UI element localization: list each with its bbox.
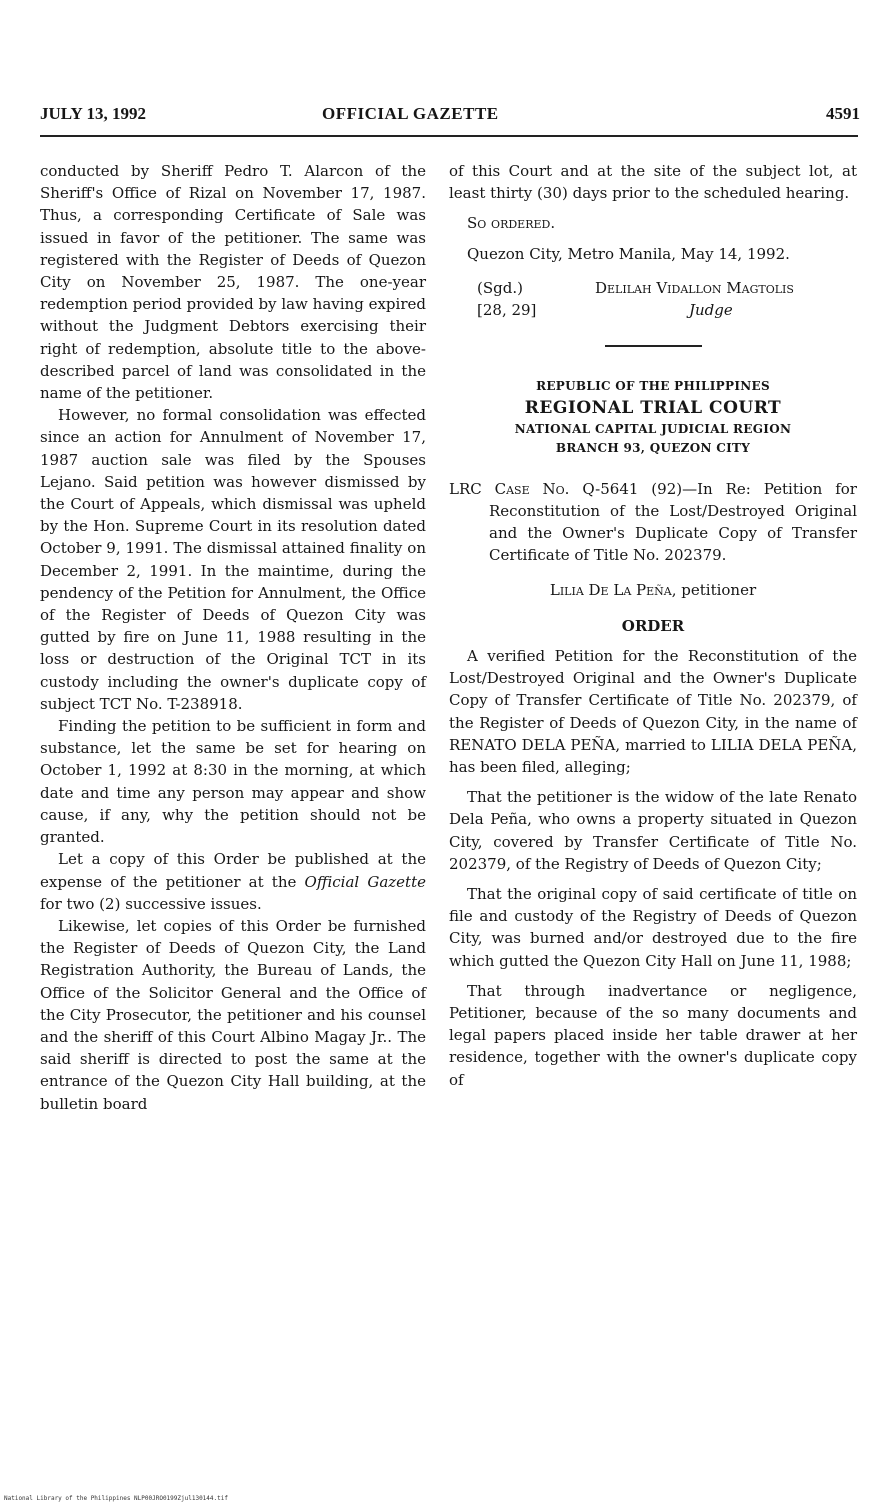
publish-order-text-end: for two (2) successive issues. bbox=[40, 894, 262, 913]
signature-block bbox=[449, 277, 857, 321]
heading-republic: REPUBLIC OF THE PHILIPPINES bbox=[536, 378, 770, 393]
order-paragraph-4: That through inadvertance or negligence, Petitioner, because of the so many documents and legal papers placed inside her table drawer at her residence, together with the owner's duplicate copy of bbox=[449, 981, 857, 1089]
order-paragraph-2: That the petitioner is the widow of the late Renato Dela Peña, who owns a property situated in Quezon City, covered by Transfer Certificate of Title No. 202379, of the Registry of Deeds of Quezon City; bbox=[449, 788, 857, 873]
left-paragraph-1: conducted by Sheriff Pedro T. Alarcon of the Sheriff's Office of Rizal on November 17, 1987. Thus, a corresponding Certificate of Sale was issued in favor of the petitioner. The same was registered with the Register of Deeds of Quezon City on November 25, 1987. The one-year redemption period provided by law having expired without the Judgment Debtors exercising their right of redemption, absolute title to the above-described parcel of land was consolidated in the name of the petitioner. bbox=[40, 162, 426, 403]
petitioner-role: petitioner bbox=[681, 580, 757, 599]
left-paragraph-4 bbox=[40, 848, 426, 915]
section-divider bbox=[605, 345, 702, 347]
order-paragraph-1: A verified Petition for the Reconstitution of the Lost/Destroyed Original and the Owner's Duplicate Copy of Transfer Certificate of Title No. 202379, of the Register of Deeds of Quezon City, in the name of RENATO DELA PEÑA, married to LILIA DELA PEÑA, has been filed, alleging; bbox=[449, 647, 857, 777]
left-paragraph-2: However, no formal consolidation was effected since an action for Annulment of November 17, 1987 auction sale was filed by the Spouses Lejano. Said petition was however dismissed by the Court of Appeals, which dismissal was upheld by the Hon. Supreme Court in its resolution dated October 9, 1991. The dismissal attained finality on December 2, 1991. In the maintime, during the pendency of the Petition for Annulment, the Office of the Register of Deeds of Quezon City was gutted by fire on June 11, 1988 resulting in the loss or destruction of the Original TCT in its custody including the owner's duplicate copy of subject TCT No. T-238918. bbox=[40, 406, 426, 713]
sgd-label: (Sgd.) bbox=[477, 278, 523, 297]
header-rule bbox=[40, 135, 858, 137]
petitioner-name: Lilia De La Peña, bbox=[549, 580, 677, 599]
right-column bbox=[449, 160, 857, 1305]
left-paragraph-5: Likewise, let copies of this Order be furnished the Register of Deeds of Quezon City, the Land Registration Authority, the Bureau of Lands, the Office of the Solicitor General and the Office of the City Prosecutor, the petitioner and his counsel and the sheriff of this Court Albino Magay Jr.. The said sheriff is directed to post the same at the entrance of the Quezon City Hall building, at the bulletin board bbox=[40, 916, 426, 1113]
publish-order-text: Let a copy of this Order be published at the expense of the petitioner at the bbox=[40, 850, 426, 891]
header-date: JULY 13, 1992 bbox=[40, 104, 146, 123]
petitioner-line bbox=[449, 579, 857, 601]
judge-title: Judge bbox=[689, 300, 733, 319]
right-intro-paragraph: of this Court and at the site of the subject lot, at least thirty (30) days prior to the scheduled hearing. bbox=[449, 162, 857, 203]
left-column bbox=[40, 160, 426, 1272]
case-caption bbox=[449, 478, 857, 567]
place-date: Quezon City, Metro Manila, May 14, 1992. bbox=[467, 244, 790, 263]
court-heading bbox=[449, 377, 857, 458]
left-paragraph-3: Finding the petition to be sufficient in form and substance, let the same be set for hearing on October 1, 1992 at 8:30 in the morning, at which date and time any person may appear and show cause, if any, why the petition should not be granted. bbox=[40, 717, 426, 847]
order-title: ORDER bbox=[621, 616, 685, 635]
heading-region: NATIONAL CAPITAL JUDICIAL REGION bbox=[514, 421, 792, 436]
judge-name: Delilah Vidallon Magtolis bbox=[595, 278, 794, 297]
header-publication-title: OFFICIAL GAZETTE bbox=[322, 104, 499, 123]
heading-court: REGIONAL TRIAL COURT bbox=[524, 397, 782, 418]
issue-refs: [28, 29] bbox=[477, 300, 537, 319]
case-text: —In Re: Petition for Reconstitution of the Lost/Destroyed Original and the Owner's Duplicate Copy of Transfer Certificate of Title No. 202379. bbox=[489, 479, 857, 565]
scan-footer: National Library of the Philippines NLP00JRO0199Zjul130144.tif bbox=[4, 1495, 228, 1502]
official-gazette-italic: Official Gazette bbox=[304, 872, 426, 891]
order-paragraph-3: That the original copy of said certificate of title on file and custody of the Registry of Deeds of Quezon City, was burned and/or destroyed due to the fire which gutted the Quezon City Hall on June 11, 1988; bbox=[449, 885, 857, 970]
header-page-number: 4591 bbox=[826, 104, 860, 123]
so-ordered: So ordered. bbox=[467, 214, 556, 233]
case-label: LRC Case No. Q-5641 (92) bbox=[449, 479, 683, 498]
heading-branch: BRANCH 93, QUEZON CITY bbox=[555, 440, 751, 455]
